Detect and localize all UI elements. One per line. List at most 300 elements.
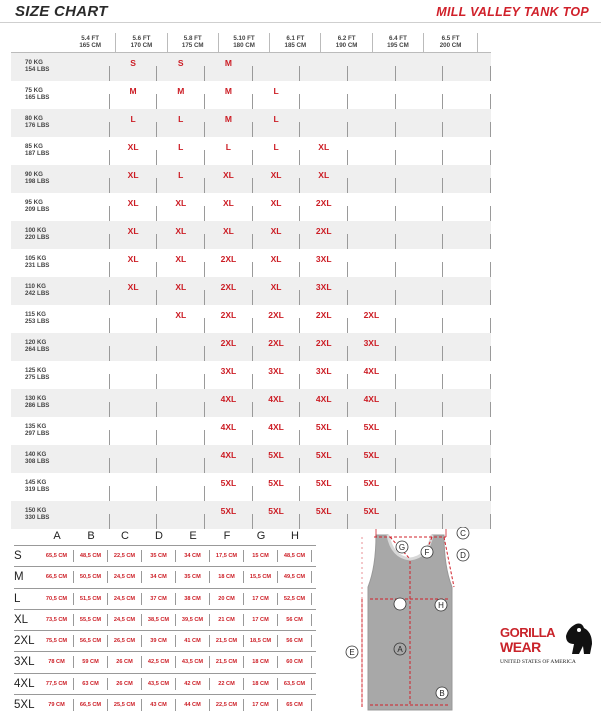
size-cell	[110, 226, 158, 249]
size-cell	[443, 94, 491, 109]
size-cell	[348, 262, 396, 277]
size-value: 2XL	[220, 338, 237, 348]
size-value: M	[224, 114, 232, 124]
measurement-value: 17 CM	[244, 699, 278, 711]
size-cell	[157, 170, 205, 193]
size-cell	[62, 458, 110, 473]
size-value: XL	[127, 226, 139, 236]
header-corner	[11, 33, 65, 52]
measurement-value: 70,5 CM	[40, 593, 74, 605]
size-value: XL	[270, 198, 282, 208]
size-cell	[443, 430, 491, 445]
size-cell	[62, 318, 110, 333]
size-value: 2XL	[315, 198, 332, 208]
size-cell	[348, 394, 396, 417]
height-cm: 190 CM	[335, 42, 358, 49]
height-header	[219, 33, 270, 52]
product-name: MILL VALLEY TANK TOP	[436, 5, 589, 19]
size-value: 4XL	[315, 394, 332, 404]
weight-label	[11, 221, 62, 249]
size-cell	[348, 94, 396, 109]
size-cell	[110, 318, 158, 333]
measurement-value: 22,5 CM	[108, 550, 142, 562]
measurement-size-label: 2XL	[14, 635, 35, 648]
size-cell	[110, 114, 158, 137]
size-cell	[110, 402, 158, 417]
size-value: 3XL	[220, 366, 237, 376]
measurement-value: 52,5 CM	[278, 593, 312, 605]
page-title: SIZE CHART	[15, 3, 108, 20]
measurement-table	[14, 528, 316, 715]
size-value: M	[224, 86, 232, 96]
size-cell	[300, 422, 348, 445]
size-cell	[205, 394, 253, 417]
size-cell	[62, 206, 110, 221]
size-value: 2XL	[315, 310, 332, 320]
size-cell	[300, 66, 348, 81]
size-cell	[396, 234, 444, 249]
measurement-column-header: B	[87, 530, 95, 542]
size-cell	[253, 254, 301, 277]
size-value: XL	[127, 198, 139, 208]
height-header	[270, 33, 321, 52]
measurement-value: 78 CM	[40, 656, 74, 668]
size-cell	[443, 178, 491, 193]
tank-top-diagram	[340, 527, 480, 714]
size-cell	[443, 402, 491, 417]
size-cell	[205, 506, 253, 529]
weight-row	[11, 389, 491, 417]
size-cell	[300, 142, 348, 165]
size-cell	[253, 310, 301, 333]
height-header	[321, 33, 372, 52]
brand-logo	[500, 620, 600, 670]
size-cell	[348, 178, 396, 193]
size-value: 2XL	[220, 310, 237, 320]
size-cell	[443, 150, 491, 165]
size-cell	[300, 226, 348, 249]
size-cell	[300, 282, 348, 305]
size-cell	[62, 486, 110, 501]
size-cell	[62, 430, 110, 445]
size-cell	[62, 150, 110, 165]
size-value: M	[177, 86, 185, 96]
measurement-value: 38,5 CM	[142, 614, 176, 626]
size-cell	[110, 170, 158, 193]
size-cell	[396, 206, 444, 221]
size-cell	[253, 394, 301, 417]
size-cell	[348, 234, 396, 249]
measurement-value: 66,5 CM	[40, 571, 74, 583]
weight-label	[11, 165, 62, 193]
weight-label	[11, 277, 62, 305]
measurement-value: 63,5 CM	[278, 678, 312, 690]
measurement-value: 34 CM	[142, 571, 176, 583]
weight-lbs: 209 LBS	[25, 206, 50, 213]
size-cell	[300, 310, 348, 333]
size-cell	[396, 94, 444, 109]
size-value: XL	[270, 226, 282, 236]
measurement-value: 43 CM	[142, 699, 176, 711]
weight-kg: 115 KG	[25, 311, 46, 318]
height-cm: 200 CM	[439, 42, 462, 49]
header-divider	[0, 22, 601, 23]
size-cell	[205, 142, 253, 165]
measurement-size-label: 3XL	[14, 656, 35, 669]
measurement-value: 75,5 CM	[40, 635, 74, 647]
weight-lbs: 308 LBS	[25, 458, 50, 465]
size-value: 5XL	[220, 478, 237, 488]
size-cell	[396, 150, 444, 165]
size-cell	[157, 198, 205, 221]
measurement-value: 35 CM	[142, 550, 176, 562]
height-header	[424, 33, 478, 52]
weight-lbs: 220 LBS	[25, 234, 50, 241]
size-value: 5XL	[315, 422, 332, 432]
size-value: L	[273, 142, 279, 152]
measurement-value: 18 CM	[244, 656, 278, 668]
size-cell	[348, 422, 396, 445]
size-cell	[253, 282, 301, 305]
measurement-corner	[14, 528, 40, 545]
size-cell	[110, 86, 158, 109]
size-value: 5XL	[315, 450, 332, 460]
height-cm: 195 CM	[387, 42, 409, 49]
size-cell	[253, 114, 301, 137]
size-value: XL	[127, 170, 139, 180]
size-cell	[300, 450, 348, 473]
weight-row	[11, 305, 491, 333]
size-cell	[348, 290, 396, 305]
measurement-column-header: D	[155, 530, 163, 542]
size-cell	[205, 254, 253, 277]
size-cell	[443, 318, 491, 333]
size-cell	[110, 58, 158, 81]
size-value: 2XL	[220, 282, 237, 292]
measurement-row	[14, 630, 316, 651]
size-cell	[110, 142, 158, 165]
measurement-value: 22,5 CM	[210, 699, 244, 711]
measurement-size-label: L	[14, 592, 21, 605]
diagram-label-f: F	[424, 548, 430, 557]
weight-kg: 135 KG	[25, 423, 47, 430]
brand-line1: GORILLA	[500, 625, 555, 640]
measurement-value: 63 CM	[74, 678, 108, 690]
size-cell	[348, 310, 396, 333]
size-cell	[348, 338, 396, 361]
weight-row	[11, 501, 491, 529]
measurement-value: 37 CM	[142, 593, 176, 605]
measurement-value: 59 CM	[74, 656, 108, 668]
weight-lbs: 231 LBS	[25, 262, 50, 269]
weight-row	[11, 417, 491, 445]
size-value: L	[130, 114, 136, 124]
weight-label	[11, 361, 62, 389]
weight-kg: 75 KG	[25, 87, 43, 94]
diagram-label-a: A	[397, 645, 403, 654]
size-cell	[157, 458, 205, 473]
measurement-value: 17 CM	[244, 614, 278, 626]
measurement-value: 43,5 CM	[142, 678, 176, 690]
height-ft: 5.6 FT	[132, 35, 151, 42]
diagram-label-e: E	[349, 648, 355, 657]
size-cell	[62, 66, 110, 81]
weight-row	[11, 165, 491, 193]
measurement-value: 56 CM	[278, 614, 312, 626]
size-cell	[348, 206, 396, 221]
weight-row	[11, 81, 491, 109]
size-cell	[110, 282, 158, 305]
size-cell	[348, 450, 396, 473]
weight-row	[11, 193, 491, 221]
size-value: 4XL	[363, 366, 380, 376]
size-value: 4XL	[220, 422, 237, 432]
size-cell	[300, 366, 348, 389]
diagram-label-g: G	[398, 543, 406, 552]
measurement-value: 21 CM	[210, 614, 244, 626]
size-cell	[157, 226, 205, 249]
measurement-value: 17,5 CM	[210, 550, 244, 562]
measurement-value: 65,5 CM	[40, 550, 74, 562]
size-cell	[110, 374, 158, 389]
size-value: XL	[270, 170, 282, 180]
measurement-value: 77,5 CM	[40, 678, 74, 690]
weight-label	[11, 193, 62, 221]
size-cell	[205, 422, 253, 445]
size-value: 4XL	[363, 394, 380, 404]
diagram-label-b: B	[439, 689, 445, 698]
size-value: 2XL	[268, 338, 284, 348]
size-cell	[253, 422, 301, 445]
weight-row	[11, 445, 491, 473]
measurement-row	[14, 651, 316, 672]
height-ft: 5.8 FT	[183, 35, 202, 42]
size-value: L	[178, 114, 184, 124]
size-cell	[110, 486, 158, 501]
size-value: 2XL	[363, 310, 380, 320]
size-value: 4XL	[220, 450, 237, 460]
weight-kg: 125 KG	[25, 367, 47, 374]
size-cell	[205, 58, 253, 81]
measurement-value: 21,5 CM	[210, 656, 244, 668]
size-cell	[396, 318, 444, 333]
measurement-value: 41 CM	[176, 635, 210, 647]
size-cell	[62, 234, 110, 249]
measurement-value: 24,5 CM	[108, 571, 142, 583]
weight-lbs: 187 LBS	[25, 150, 50, 157]
size-cell	[110, 198, 158, 221]
measurement-value: 20 CM	[210, 593, 244, 605]
measurement-value: 73,5 CM	[40, 614, 74, 626]
size-value: 5XL	[363, 450, 380, 460]
size-cell	[205, 198, 253, 221]
measurement-value: 49,5 CM	[278, 571, 312, 583]
weight-kg: 85 KG	[25, 143, 43, 150]
size-cell	[205, 282, 253, 305]
size-cell	[253, 198, 301, 221]
diagram-label-h: H	[438, 601, 444, 610]
size-cell	[443, 66, 491, 81]
size-cell	[443, 458, 491, 473]
size-cell	[396, 346, 444, 361]
weight-lbs: 297 LBS	[25, 430, 50, 437]
size-cell	[110, 254, 158, 277]
size-cell	[205, 478, 253, 501]
measurement-value: 21,5 CM	[210, 635, 244, 647]
size-cell	[396, 290, 444, 305]
size-cell	[110, 458, 158, 473]
size-cell	[443, 486, 491, 501]
size-value: 3XL	[315, 282, 332, 292]
weight-label	[11, 249, 62, 277]
measurement-value: 65 CM	[278, 699, 312, 711]
weight-lbs: 253 LBS	[25, 318, 50, 325]
measurement-value: 38 CM	[176, 593, 210, 605]
size-value: L	[273, 114, 279, 124]
size-cell	[157, 514, 205, 529]
height-cm: 185 CM	[284, 42, 307, 49]
size-value: XL	[318, 142, 330, 152]
height-cm: 165 CM	[79, 42, 101, 49]
size-value: XL	[175, 310, 187, 320]
measurement-value: 42,5 CM	[142, 656, 176, 668]
measurement-value: 26 CM	[108, 678, 142, 690]
weight-kg: 90 KG	[25, 171, 43, 178]
weight-kg: 130 KG	[25, 395, 47, 402]
measurement-value: 24,5 CM	[108, 593, 142, 605]
size-value: 3XL	[315, 366, 332, 376]
measurement-value: 24,5 CM	[108, 614, 142, 626]
size-cell	[443, 374, 491, 389]
size-value: XL	[175, 254, 187, 264]
measurement-value: 60 CM	[278, 656, 312, 668]
size-value: XL	[127, 142, 139, 152]
measurement-size-label: M	[14, 571, 24, 584]
size-cell	[205, 114, 253, 137]
measurement-value: 15 CM	[244, 550, 278, 562]
height-header	[116, 33, 167, 52]
size-cell	[157, 282, 205, 305]
weight-row	[11, 361, 491, 389]
weight-label	[11, 389, 62, 417]
size-cell	[396, 458, 444, 473]
size-cell	[443, 234, 491, 249]
size-value: XL	[318, 170, 330, 180]
size-cell	[348, 122, 396, 137]
size-value: XL	[175, 226, 187, 236]
weight-row	[11, 53, 491, 81]
weight-label	[11, 305, 62, 333]
measurement-value: 66,5 CM	[74, 699, 108, 711]
size-value: XL	[270, 254, 282, 264]
measurement-size-label: S	[14, 550, 22, 562]
size-cell	[300, 338, 348, 361]
size-cell	[62, 262, 110, 277]
weight-lbs: 154 LBS	[25, 66, 50, 73]
size-cell	[62, 122, 110, 137]
size-cell	[205, 170, 253, 193]
weight-label	[11, 445, 62, 473]
weight-row	[11, 109, 491, 137]
size-cell	[253, 66, 301, 81]
weight-row	[11, 137, 491, 165]
size-cell	[62, 402, 110, 417]
brand-tagline: UNITED STATES OF AMERICA	[500, 659, 576, 665]
weight-kg: 80 KG	[25, 115, 43, 122]
measurement-header-row	[14, 528, 316, 545]
size-cell	[157, 114, 205, 137]
size-cell	[300, 394, 348, 417]
weight-lbs: 330 LBS	[25, 514, 50, 521]
size-cell	[110, 430, 158, 445]
measurement-value: 17 CM	[244, 593, 278, 605]
size-value: L	[273, 86, 279, 96]
measurement-column-header: H	[291, 530, 299, 542]
measurement-row	[14, 673, 316, 694]
measurement-row	[14, 609, 316, 630]
measurement-value: 56 CM	[278, 635, 312, 647]
weight-lbs: 176 LBS	[25, 122, 50, 129]
size-cell	[348, 150, 396, 165]
size-chart-table	[11, 33, 491, 529]
height-cm: 170 CM	[130, 42, 153, 49]
size-cell	[110, 514, 158, 529]
size-cell	[253, 338, 301, 361]
size-value: 5XL	[268, 450, 284, 460]
height-ft: 5.4 FT	[81, 35, 100, 42]
size-cell	[205, 310, 253, 333]
measurement-row	[14, 588, 316, 609]
measurement-value: 26,5 CM	[108, 635, 142, 647]
size-value: XL	[127, 282, 139, 292]
measurement-value: 48,5 CM	[278, 550, 312, 562]
measurement-value: 34 CM	[176, 550, 210, 562]
size-cell	[157, 254, 205, 277]
measurement-value: 44 CM	[176, 699, 210, 711]
weight-kg: 100 KG	[25, 227, 47, 234]
size-value: XL	[270, 282, 282, 292]
size-cell	[253, 478, 301, 501]
size-cell	[205, 338, 253, 361]
measurement-value: 39,5 CM	[176, 614, 210, 626]
size-value: 3XL	[315, 254, 332, 264]
size-cell	[443, 206, 491, 221]
weight-label	[11, 333, 62, 361]
weight-label	[11, 81, 62, 109]
weight-row	[11, 277, 491, 305]
size-cell	[157, 374, 205, 389]
weight-kg: 140 KG	[25, 451, 47, 458]
height-cm: 175 CM	[181, 42, 204, 49]
size-value: XL	[222, 226, 234, 236]
weight-row	[11, 473, 491, 501]
size-cell	[300, 122, 348, 137]
size-cell	[348, 66, 396, 81]
brand-line2: WEAR	[500, 639, 541, 655]
size-value: 4XL	[220, 394, 237, 404]
measurement-size-label: 4XL	[14, 677, 35, 690]
size-cell	[300, 254, 348, 277]
size-cell	[253, 142, 301, 165]
size-cell	[396, 66, 444, 81]
size-cell	[157, 486, 205, 501]
measurement-value: 18,5 CM	[244, 635, 278, 647]
size-cell	[62, 514, 110, 529]
weight-label	[11, 501, 62, 529]
size-cell	[300, 478, 348, 501]
weight-kg: 120 KG	[25, 339, 47, 346]
size-cell	[396, 374, 444, 389]
